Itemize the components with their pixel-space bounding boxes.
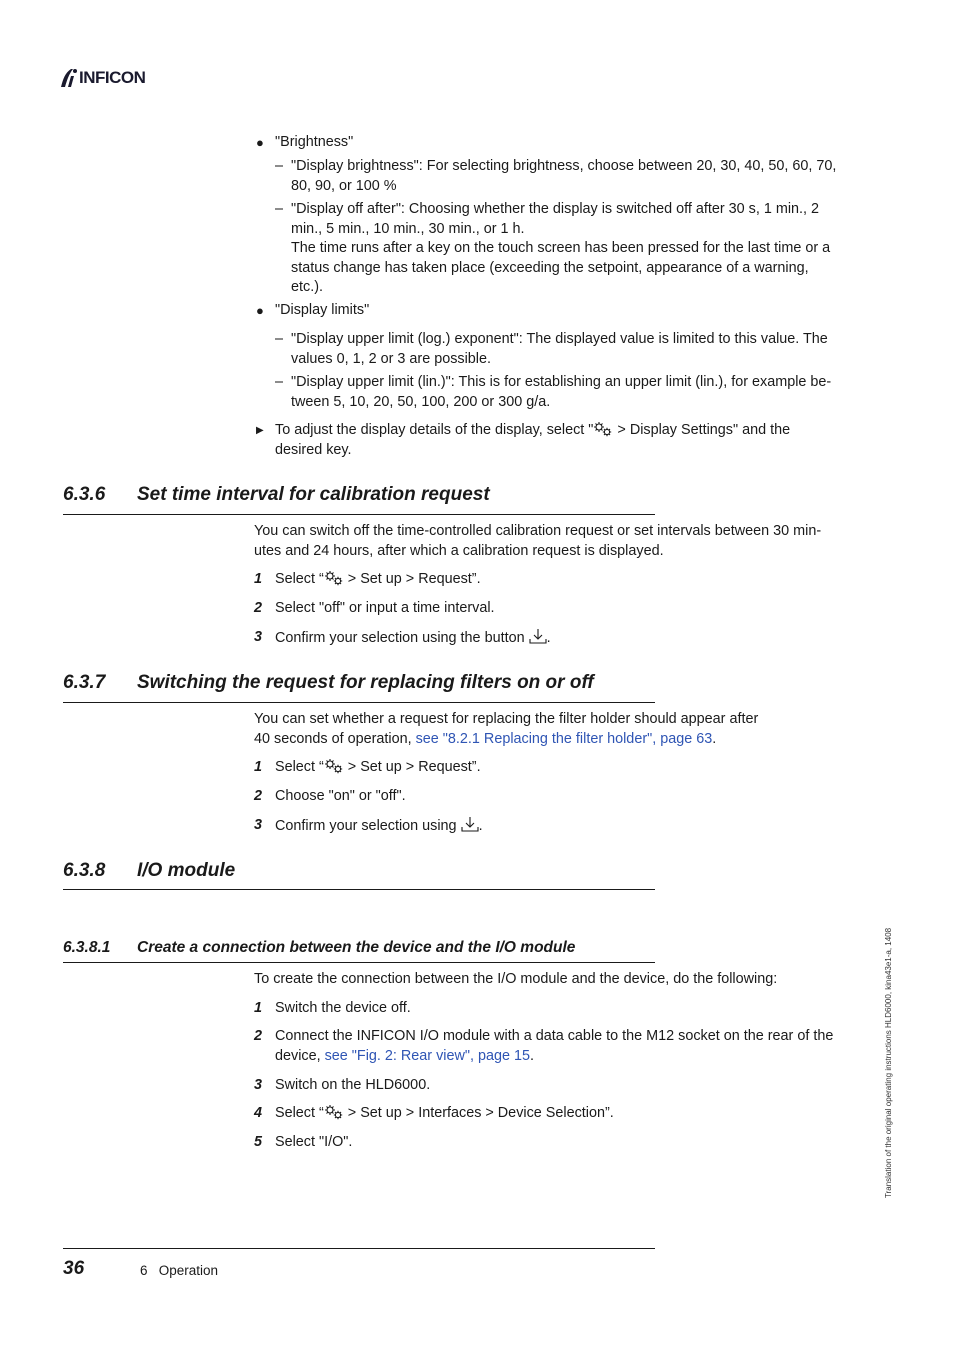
step-choose-on-off: Choose "on" or "off".: [275, 788, 406, 804]
step-select-device-selection: Select “ > Set up > Interfaces > Device Selection”.: [275, 1105, 614, 1121]
bullet-display-limits: "Display limits": [275, 302, 370, 318]
dash: –: [275, 201, 284, 217]
section-6-3-7-number: 6.3.7: [63, 672, 106, 693]
step-switch-on: Switch on the HLD6000.: [275, 1077, 431, 1093]
step-number: 1: [254, 759, 263, 775]
instruction-arrow-icon: ▶: [256, 425, 264, 436]
settings-gear-icon: [593, 421, 613, 437]
section-6-3-8-1-intro: To create the connection between the I/O module and the device, do the following:: [254, 971, 778, 987]
step-number: 4: [254, 1105, 263, 1121]
step-number: 3: [254, 817, 263, 833]
settings-gear-icon: [324, 758, 344, 774]
link-replacing-filter-holder[interactable]: see "8.2.1 Replacing the filter holder", page 63: [415, 730, 713, 747]
logo-text: INFICON: [79, 68, 146, 87]
settings-gear-icon: [324, 570, 344, 586]
dash: –: [275, 374, 284, 390]
logo-mark-icon: [59, 67, 79, 89]
step-select-request: Select “ > Set up > Request”.: [275, 571, 481, 587]
instruction-display-settings: To adjust the display details of the display, select " > Display Settings" and the desired key.: [275, 422, 791, 458]
dash-item-upper-limit-log: "Display upper limit (log.) exponent": The displayed value is limited to this value. The values 0, 1, 2 or 3 are possible.: [291, 331, 828, 367]
step-number: 2: [254, 788, 263, 804]
step-number: 3: [254, 629, 263, 645]
section-6-3-8-number: 6.3.8: [63, 860, 106, 881]
step-select-request: Select “ > Set up > Request”.: [275, 759, 481, 775]
section-6-3-8-1-number: 6.3.8.1: [63, 939, 111, 956]
step-number: 3: [254, 1077, 263, 1093]
footer-chapter: 6 Operation: [140, 1263, 219, 1278]
step-number: 1: [254, 571, 263, 587]
dash: –: [275, 331, 284, 347]
section-6-3-6-intro: You can switch off the time-controlled calibration request or set intervals between 30 min- utes and 24 hours, after which a calibration request is displayed.: [254, 523, 822, 559]
section-rule: [63, 889, 655, 890]
section-6-3-8-1-title: Create a connection between the device and the I/O module: [137, 939, 576, 956]
step-confirm-selection: Confirm your selection using .: [275, 818, 483, 834]
bullet-dot: ●: [256, 303, 264, 318]
section-6-3-8-title: I/O module: [137, 860, 236, 881]
section-6-3-7-title: Switching the request for replacing filters on or off: [137, 672, 594, 693]
bullet-dot: ●: [256, 135, 264, 150]
link-rear-view[interactable]: see "Fig. 2: Rear view", page 15: [324, 1047, 531, 1064]
section-rule: [63, 962, 655, 963]
step-confirm-selection: Confirm your selection using the button .: [275, 630, 551, 646]
dash: –: [275, 158, 284, 174]
footer-rule: [63, 1248, 655, 1249]
section-rule: [63, 514, 655, 515]
page-number: 36: [63, 1258, 85, 1279]
step-number: 5: [254, 1134, 263, 1150]
section-6-3-7-intro: You can set whether a request for replacing the filter holder should appear after 40 seconds of operation, see "8.2.1 Replacing the filter holder", page 63.: [254, 711, 759, 747]
confirm-download-icon: [529, 628, 547, 644]
step-number: 2: [254, 1028, 263, 1044]
side-note: Translation of the original operating instructions HLD6000, kina43e1-a, 1408: [884, 927, 893, 1198]
step-select-io: Select "I/O".: [275, 1134, 353, 1150]
confirm-download-icon: [461, 816, 479, 832]
dash-item-display-brightness: "Display brightness": For selecting brightness, choose between 20, 30, 40, 50, 60, 70, 80, 90, or 100 %: [291, 158, 837, 194]
dash-item-display-off-after: "Display off after": Choosing whether the display is switched off after 30 s, 1 min., 2 min., 5 min., 10 min., 30 min., or 1 h. The time runs after a key on the touch screen has been pressed for the last time or a status change has taken place (exceeding the setpoint, appearance of a warning, etc.).: [291, 201, 831, 295]
step-number: 1: [254, 1000, 263, 1016]
settings-gear-icon: [324, 1104, 344, 1120]
step-connect-module: Connect the INFICON I/O module with a data cable to the M12 socket on the rear of the device, see "Fig. 2: Rear view", page 15.: [275, 1028, 834, 1064]
section-6-3-6-title: Set time interval for calibration request: [137, 484, 490, 505]
step-select-off: Select "off" or input a time interval.: [275, 600, 495, 616]
dash-item-upper-limit-lin: "Display upper limit (lin.)": This is for establishing an upper limit (lin.), for example be- tween 5, 10, 20, 50, 100, 200 or 300 g/a.: [291, 374, 832, 410]
bullet-brightness: "Brightness": [275, 134, 354, 150]
section-6-3-6-number: 6.3.6: [63, 484, 106, 505]
step-switch-off: Switch the device off.: [275, 1000, 411, 1016]
section-rule: [63, 702, 655, 703]
step-number: 2: [254, 600, 263, 616]
inficon-logo: [59, 66, 145, 90]
